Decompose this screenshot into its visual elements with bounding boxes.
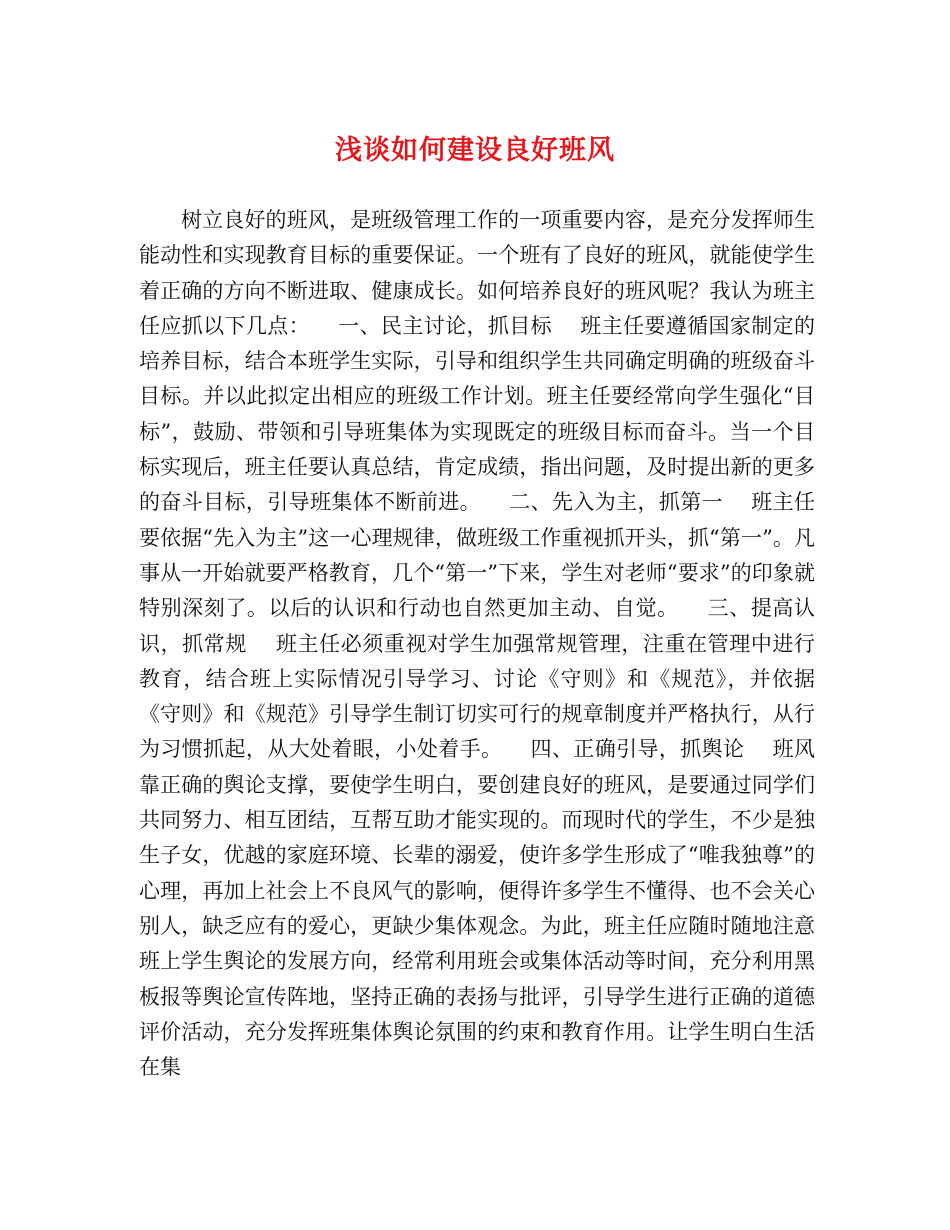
document-title: 浅谈如何建设良好班风 — [335, 135, 615, 166]
document-body: 树立良好的班风，是班级管理工作的一项重要内容，是充分发挥师生能动性和实现教育目标的重要保证。一个班有了良好的班风，就能使学生着正确的方向不断进取、健康成长。如何培养良好的班风呢？我认为班主任应抓以下几点： 一、民主讨论，抓目标 班主任要遵循国家制定的培养目标，结合本班学生实际，引导和组织学生共同确定明确的班级奋斗目标。并以此拟定出相应的班级工作计划。班主任要经常向学生强化“目标”，鼓励、带领和引导班集体为实现既定的班级目标而奋斗。当一个目标实现后，班主任要认真总结，肯定成绩，指出问题，及时提出新的更多的奋斗目标，引导班集体不断前进。 二、先入为主，抓第一 班主任要依据“先入为主”这一心理规律，做班级工作重视抓开头，抓“第一”。凡事从一开始就要严格教育，几个“第一”下来，学生对老师“要求”的印象就特别深刻了。以后的认识和行动也自然更加主动、自觉。 三、提高认识，抓常规 班主任必须重视对学生加强常规管理，注重在管理中进行教育，结合班上实际情况引导学习、讨论《守则》和《规范》，并依据《守则》和《规范》引导学生制订切实可行的规章制度并严格执行，从行为习惯抓起，从大处着眼，小处着手。 四、正确引导，抓舆论 班风靠正确的舆论支撑，要使学生明白，要创建良好的班风，是要通过同学们共同努力、相互团结，互帮互助才能实现的。而现时代的学生，不少是独生子女，优越的家庭环境、长辈的溺爱，使许多学生形成了“唯我独尊”的心理，再加上社会上不良风气的影响，便得许多学生不懂得、也不会关心别人，缺乏应有的爱心，更缺少集体观念。为此，班主任应随时随地注意班上学生舆论的发展方向，经常利用班会或集体活动等时间，充分利用黑板报等舆论宣传阵地，坚持正确的表扬与批评，引导学生进行正确的道德评价活动，充分发挥班集体舆论氛围的约束和教育作用。让学生明白生活在集 — [139, 208, 815, 1080]
